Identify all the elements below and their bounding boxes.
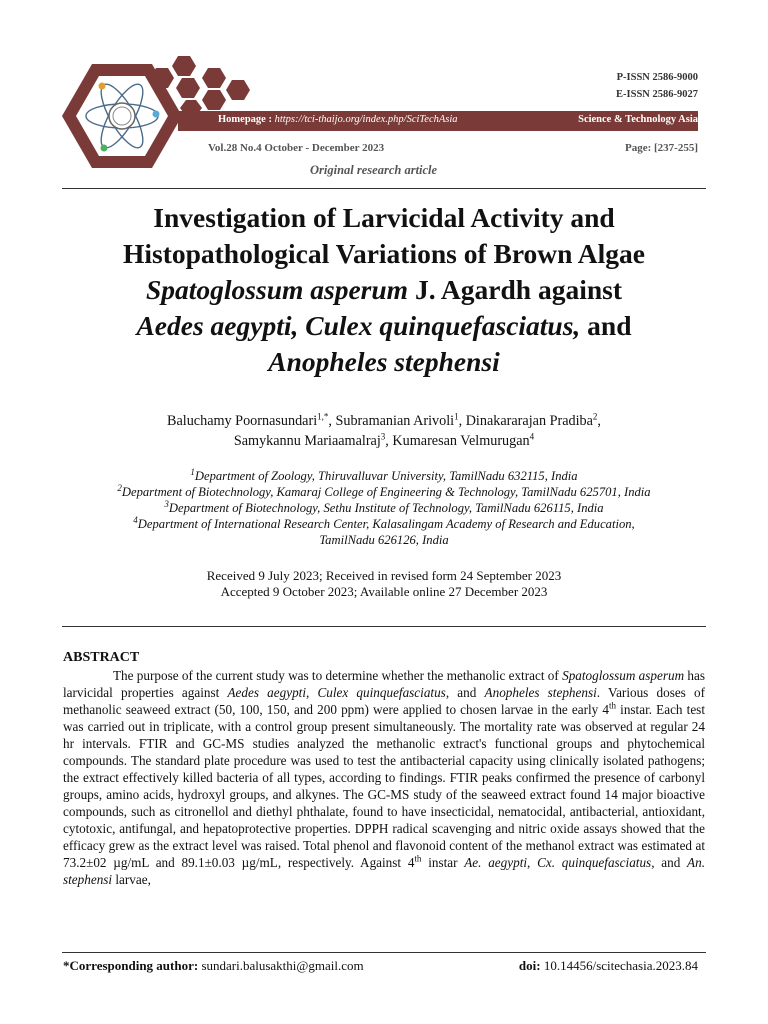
doi-label: doi: — [518, 958, 541, 973]
affiliation: $^2$Department of Biotechnology, Kamaraj College of Engineering & Technology, TamilNadu 625701, India — [117, 482, 651, 499]
author-list — [60, 411, 708, 451]
affiliation: $^4$Department of International Research Center, Kalasalingam Academy of Research and Education, — [133, 514, 635, 531]
footer-divider — [62, 952, 706, 953]
article-type: Original research article — [310, 163, 438, 177]
homepage-label: Homepage : — [218, 114, 275, 125]
affiliation: $^3$Department of Biotechnology, Sethu Institute of Technology, TamilNadu 626115, India — [164, 498, 604, 515]
journal-name: Science & Technology Asia — [578, 114, 698, 125]
corr-email[interactable]: sundari.balusakthi@gmail.com — [198, 958, 364, 973]
title-line: Spatoglossum asperum J. Agardh against — [145, 274, 623, 305]
abstract-divider — [62, 626, 706, 627]
p-issn: P-ISSN 2586-9000 — [616, 72, 698, 83]
homepage-link[interactable]: https://tci-thaijo.org/index.php/SciTechAsia — [274, 114, 458, 125]
volume-info: Vol.28 No.4 October - December 2023 — [208, 142, 385, 154]
publication-dates — [60, 568, 708, 600]
species-name: Spatoglossum asperum — [145, 274, 409, 305]
author: Subramanian Arivoli$^1$, — [335, 411, 466, 429]
abstract-text: The purpose of the current study was to determine whether the methanolic extract of Spatoglossum asperum has larvicidal properties against Aedes aegypti, Culex quinquefasciatus, and Anopheles stephensi. Various doses of methanolic seaweed extract (50, 100, 150, and 200 ppm) were applied to chosen larvae in the early 4th instar. Each test was carried out in triplicate, with a control group present simultaneously. The mortality rate was observed at regular 24 hr intervals. FTIR and GC-MS studies analyzed the methanolic extract's functional groups and phytochemical compounds. The standard plate procedure was used to test the antibacterial capacity using clinically isolated pathogens; the extract effectively killed bacteria of all types, according to findings. FTIR peaks confirmed the presence of carbonyl groups, amino acids, hydroxyl groups, and alkynes. The GC-MS study of the seaweed extract found 14 major bioactive compounds, such as citronellol and diethyl phthalate, found to have insecticidal, nematocidal, antibacterial, antioxidant, cytotoxic, antifungal, and hepatoprotective properties. DPPH radical scavenging and nitric oxide assays showed that the efficacy grew as the extract level was raised. Total phenol and flavonoid content of the methanol extract was estimated at 73.2±02 µg/mL and 89.1±0.03 µg/mL, respectively. Against 4th instar Ae. aegypti, Cx. quinquefasciatus, and An. stephensi larvae, — [63, 668, 705, 887]
affiliation-continued: TamilNadu 626126, India — [319, 533, 449, 547]
accepted-dates: Accepted 9 October 2023; Available online 27 December 2023 — [220, 584, 548, 599]
author: Samykannu Mariaamalraj$^3$, — [233, 431, 393, 449]
affiliations — [50, 468, 718, 548]
e-issn: E-ISSN 2586-9027 — [616, 89, 698, 100]
paper-title — [50, 200, 718, 380]
received-dates: Received 9 July 2023; Received in revised form 24 September 2023 — [206, 568, 562, 583]
abstract-heading: ABSTRACT — [63, 650, 140, 665]
doi-value[interactable]: 10.14456/scitechasia.2023.84 — [540, 958, 698, 973]
homepage-line — [218, 114, 458, 125]
header-divider — [62, 188, 706, 189]
author: Dinakararajan Pradiba$^2$, — [465, 411, 601, 429]
author: Kumaresan Velmurugan$^4$ — [392, 431, 535, 449]
species-name: Anopheles stephensi — [268, 346, 500, 377]
title-line: Histopathological Variations of Brown Algae — [122, 238, 646, 269]
corr-label: *Corresponding author: — [63, 958, 199, 973]
affiliation: $^1$Department of Zoology, Thiruvalluvar University, TamilNadu 632115, India — [190, 466, 578, 483]
title-line: Aedes aegypti, Culex quinquefasciatus, and — [136, 310, 632, 341]
species-name: Aedes aegypti, Culex quinquefasciatus, — [136, 310, 581, 341]
title-line — [50, 344, 718, 380]
doi — [519, 958, 698, 974]
corresponding-author — [63, 958, 364, 974]
page-range: Page: [237-255] — [624, 142, 698, 154]
title-line: Investigation of Larvicidal Activity and — [153, 202, 615, 233]
author: Baluchamy Poornasundari$^{1,*}$, — [167, 411, 336, 429]
